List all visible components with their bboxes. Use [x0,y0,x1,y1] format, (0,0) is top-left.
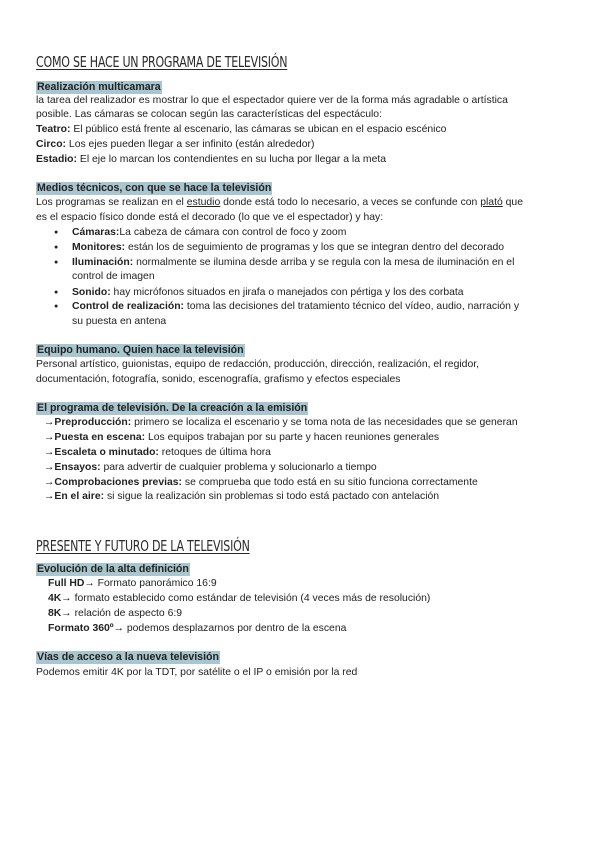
heading-medios: Medios técnicos, con que se hace la televisión [37,182,272,194]
section-title-como-se-hace: COMO SE HACE UN PROGRAMA DE TELEVISIÓN [36,53,288,71]
term-monitores: Monitores: [72,242,126,253]
term-360: Formato 360º [48,623,114,634]
heading-realizacion: Realización multicamara [37,81,161,93]
realizacion-text-2: posible. Las cámaras se colocan según las características del espectáculo: [36,109,382,120]
bullet-iluminacion [72,256,514,271]
text-iluminacion: normalmente se ilumina desde arriba y se regula con la mesa de iluminación en el [133,257,515,268]
text-preproduccion: primero se localiza el escenario y se toma nota de las necesidades que se generan [131,417,518,428]
term-ensayos: →Ensayos: [44,462,101,473]
bullet-sonido [72,286,464,301]
term-estadio: Estadio: [36,154,77,165]
programa-item-preproduccion [44,416,518,431]
text-puesta: Los equipos trabajan por su parte y hacen reuniones generales [145,432,440,443]
bullet-control [72,300,519,315]
realizacion-text-1: la tarea del realizador es mostrar lo que el espectador quiere ver de la forma más agradable o artística [36,95,508,106]
medios-text-2: es el espacio físico donde está el decorado (lo que ve el espectador) y hay: [36,212,384,223]
term-preproduccion: →Preproducción: [44,417,132,428]
term-sonido: Sonido: [72,287,111,298]
text-sonido: hay micrófonos situados en jirafa o manejados con pértiga y los des corbata [110,287,464,298]
programa-item-ensayos [44,461,377,476]
realizacion-item-estadio [36,153,386,168]
equipo-text-2: documentación, fotografía, sonido, escenografía, grafismo y efectos especiales [36,374,401,385]
term-teatro: Teatro: [36,124,71,135]
evolucion-item-4k [48,592,430,607]
vias-text-1: Podemos emitir 4K por la TDT, por satélite o el IP o emisión por la red [36,667,358,678]
equipo-text-1: Personal artístico, guionistas, equipo de redacción, producción, dirección, realización, el regidor, [36,359,480,370]
text-control: toma las decisiones del tratamiento técnico del vídeo, audio, narración y [184,301,520,312]
term-puesta: →Puesta en escena: [44,432,146,443]
text-comprobaciones: se comprueba que todo está en su sitio funciona correctamente [182,477,478,488]
section-title-presente-futuro: PRESENTE Y FUTURO DE LA TELEVISIÓN [36,537,250,555]
programa-item-puesta [44,431,439,446]
heading-evolucion: Evolución de la alta definición [37,563,189,575]
term-8k: 8K [48,608,62,619]
text-monitores: están los de seguimiento de programas y los que se integran dentro del decorado [125,242,505,253]
medios-text-estudio: estudio [186,197,221,208]
programa-item-aire [44,490,439,505]
term-fullhd: Full HD [48,578,85,589]
bullet-monitores [72,241,504,256]
term-4k: 4K [48,593,62,604]
term-escaleta: →Escaleta o minutado: [44,447,159,458]
text-teatro: El público está frente al escenario, las cámaras se ubican en el espacio escénico [70,124,447,135]
medios-text-plato: plató [480,197,503,208]
bullet-iluminacion-cont: control de imagen [72,271,155,282]
heading-vias: Vías de acceso a la nueva televisión [37,651,219,663]
term-camaras: Cámaras: [72,227,120,238]
text-estadio: El eje lo marcan los contendientes en su lucha por llegar a la meta [77,154,387,165]
evolucion-item-fullhd [48,577,217,592]
medios-text-1c: que [502,197,523,208]
text-escaleta: retoques de última hora [158,447,271,458]
text-ensayos: para advertir de cualquier problema y solucionarlo a tiempo [100,462,377,473]
text-camaras: La cabeza de cámara con control de foco y zoom [119,227,347,238]
medios-text-1a: Los programas se realizan en el [36,197,187,208]
text-4k: → formato establecido como estándar de televisión (4 veces más de resolución) [61,593,431,604]
term-aire: →En el aire: [44,491,105,502]
term-control: Control de realización: [72,301,185,312]
programa-item-escaleta [44,446,271,461]
text-8k: → relación de aspecto 6:9 [61,608,183,619]
heading-equipo: Equipo humano. Quien hace la televisión [37,344,244,356]
programa-item-comprobaciones [44,476,478,491]
medios-text-1b: donde está todo lo necesario, a veces se confunde con [220,197,481,208]
evolucion-item-360 [48,622,346,637]
term-comprobaciones: →Comprobaciones previas: [44,477,183,488]
evolucion-item-8k [48,607,182,622]
text-aire: si sigue la realización sin problemas si todo está pactado con antelación [104,491,440,502]
text-360: → podemos desplazarnos por dentro de la escena [113,623,347,634]
medios-text-1 [36,196,523,211]
text-fullhd: → Formato panorámico 16:9 [84,578,217,589]
term-circo: Circo: [36,139,67,150]
heading-programa: El programa de televisión. De la creación a la emisión [37,402,308,414]
term-iluminacion: Iluminación: [72,257,134,268]
bullet-camaras [72,226,346,241]
text-circo: Los ejes pueden llegar a ser infinito (están alrededor) [66,139,315,150]
realizacion-item-teatro [36,123,446,138]
bullet-control-cont: su puesta en antena [72,316,167,327]
realizacion-item-circo [36,138,314,153]
